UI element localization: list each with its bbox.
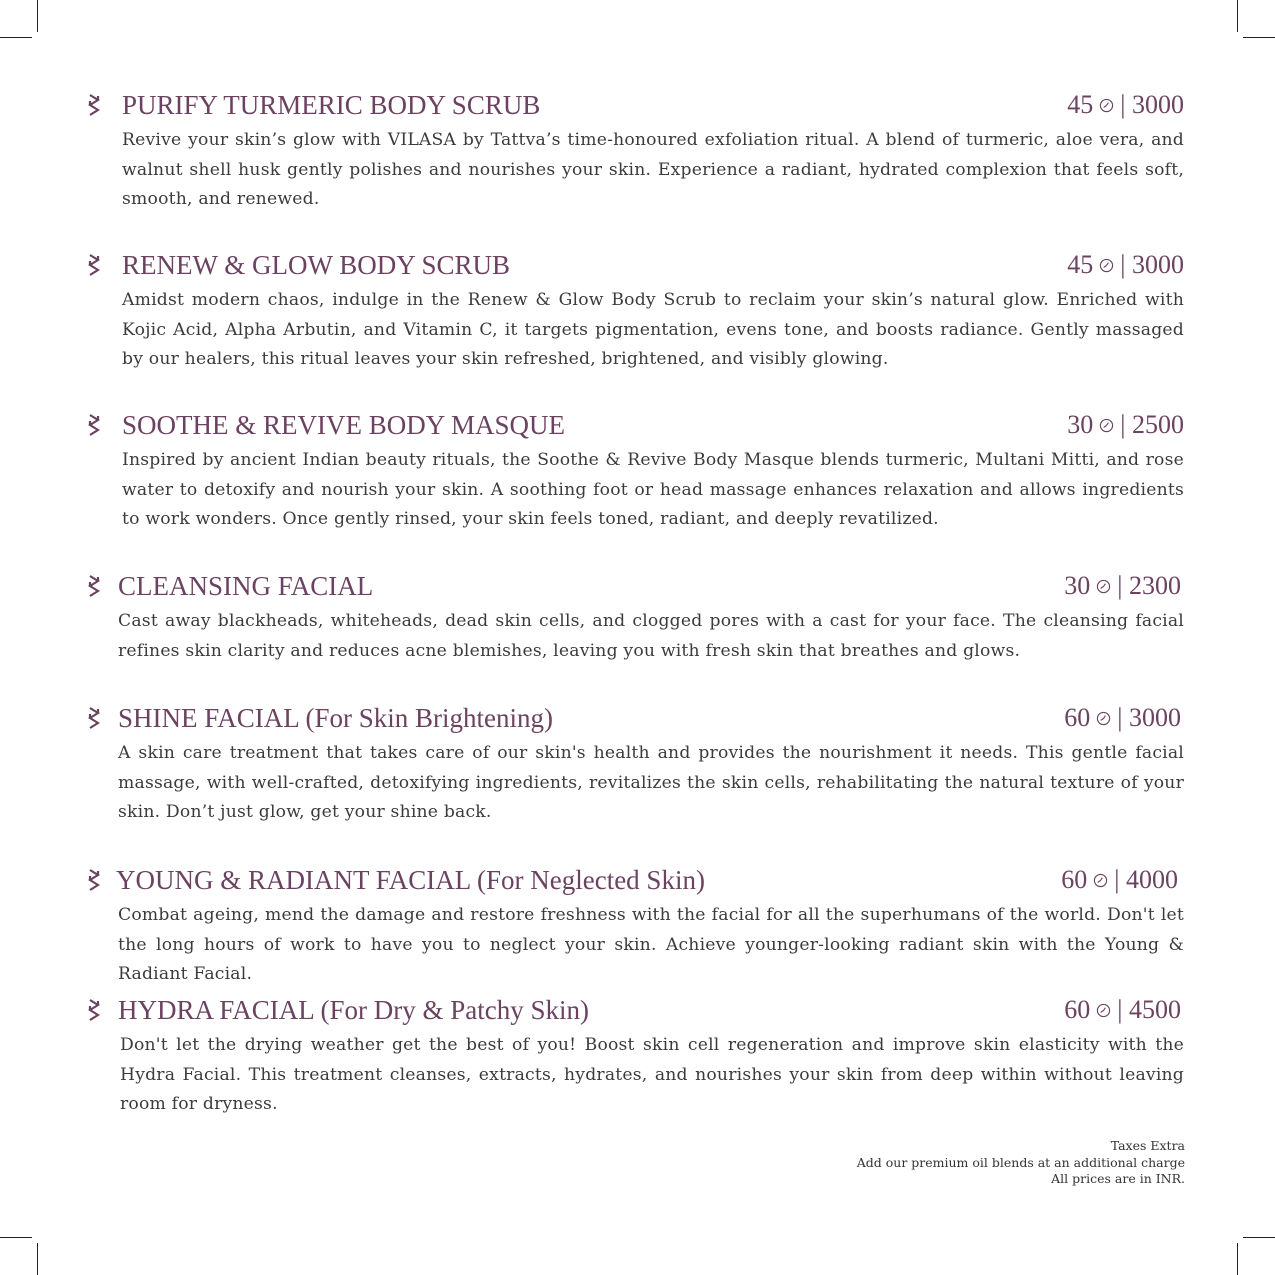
crop-mark <box>0 1237 32 1238</box>
service-price <box>1061 863 1178 897</box>
clock-icon <box>1096 579 1111 594</box>
crop-mark <box>37 1243 38 1275</box>
service-title: SHINE FACIAL (For Skin Brightening) <box>118 703 553 733</box>
service-price <box>1067 248 1184 282</box>
service-item <box>88 993 1188 1120</box>
currency-note: All prices are in INR. <box>1051 1171 1185 1186</box>
service-title: SOOTHE & REVIVE BODY MASQUE <box>122 410 565 440</box>
ornament-bullet-icon <box>88 869 100 893</box>
service-item <box>88 569 1188 666</box>
service-item <box>88 408 1188 535</box>
service-title: YOUNG & RADIANT FACIAL (For Neglected Skin) <box>116 865 705 895</box>
duration-minutes: 60 <box>1064 703 1091 732</box>
price-amount: 2300 <box>1129 571 1181 600</box>
price-separator: | <box>1117 571 1123 600</box>
service-price <box>1064 569 1181 603</box>
price-separator: | <box>1117 995 1123 1024</box>
pricing-notes <box>857 1138 1185 1188</box>
price-separator: | <box>1120 410 1126 439</box>
price-separator: | <box>1117 703 1123 732</box>
clock-icon <box>1099 98 1114 113</box>
duration-minutes: 45 <box>1067 90 1094 119</box>
crop-mark <box>1243 37 1275 38</box>
service-title: CLEANSING FACIAL <box>118 571 374 601</box>
price-amount: 4500 <box>1129 995 1181 1024</box>
service-description: Cast away blackheads, whiteheads, dead skin cells, and clogged pores with a cast for your face. The cleansing facial refines skin clarity and reduces acne blemishes, leaving you with fresh skin that breathes and glows. <box>118 611 1184 661</box>
service-item <box>88 248 1188 375</box>
price-separator: | <box>1120 90 1126 119</box>
service-item <box>88 88 1188 215</box>
service-title: RENEW & GLOW BODY SCRUB <box>122 250 511 280</box>
price-amount: 4000 <box>1126 865 1178 894</box>
ornament-bullet-icon <box>88 414 100 438</box>
ornament-bullet-icon <box>88 999 100 1023</box>
service-price <box>1064 701 1181 735</box>
service-item <box>88 701 1188 828</box>
crop-mark <box>1237 0 1238 32</box>
taxes-note: Taxes Extra <box>1110 1138 1185 1153</box>
ornament-bullet-icon <box>88 254 100 278</box>
ornament-bullet-icon <box>88 94 100 118</box>
service-item <box>88 863 1188 990</box>
price-amount: 3000 <box>1132 90 1184 119</box>
clock-icon <box>1099 258 1114 273</box>
service-description: Revive your skin’s glow with VILASA by Tattva’s time-honoured exfoliation ritual. A blend of turmeric, aloe vera, and walnut shell husk gently polishes and nourishes your skin. Experience a radiant, hydrated complexion that feels soft, smooth, and renewed. <box>122 130 1184 209</box>
price-amount: 3000 <box>1132 250 1184 279</box>
clock-icon <box>1096 1003 1111 1018</box>
crop-mark <box>0 37 32 38</box>
service-description: Combat ageing, mend the damage and restore freshness with the facial for all the superhumans of the world. Don't let the long hours of work to have you to neglect your skin. Achieve younger-looking radiant skin with the Young & Radiant Facial. <box>118 905 1184 984</box>
service-price <box>1067 88 1184 122</box>
duration-minutes: 60 <box>1061 865 1088 894</box>
service-price <box>1064 993 1181 1027</box>
ornament-bullet-icon <box>88 707 100 731</box>
price-separator: | <box>1120 250 1126 279</box>
duration-minutes: 45 <box>1067 250 1094 279</box>
clock-icon <box>1099 418 1114 433</box>
service-title: HYDRA FACIAL (For Dry & Patchy Skin) <box>118 995 589 1025</box>
service-title: PURIFY TURMERIC BODY SCRUB <box>122 90 541 120</box>
ornament-bullet-icon <box>88 575 100 599</box>
crop-mark <box>1237 1243 1238 1275</box>
duration-minutes: 60 <box>1064 995 1091 1024</box>
price-amount: 2500 <box>1132 410 1184 439</box>
price-amount: 3000 <box>1129 703 1181 732</box>
clock-icon <box>1093 873 1108 888</box>
price-separator: | <box>1114 865 1120 894</box>
crop-mark <box>37 0 38 32</box>
service-description: Inspired by ancient Indian beauty rituals, the Soothe & Revive Body Masque blends turmeric, Multani Mitti, and rose water to detoxify and nourish your skin. A soothing foot or head massage enhances relaxation and allows ingredients to work wonders. Once gently rinsed, your skin feels toned, radiant, and deeply revatilized. <box>122 450 1184 529</box>
crop-mark <box>1243 1237 1275 1238</box>
oil-blends-note: Add our premium oil blends at an additional charge <box>856 1154 1185 1170</box>
duration-minutes: 30 <box>1067 410 1094 439</box>
service-description: Don't let the drying weather get the best of you! Boost skin cell regeneration and improve skin elasticity with the Hydra Facial. This treatment cleanses, extracts, hydrates, and nourishes your skin from deep within without leaving room for dryness. <box>120 1035 1184 1114</box>
service-description: Amidst modern chaos, indulge in the Renew & Glow Body Scrub to reclaim your skin’s natural glow. Enriched with Kojic Acid, Alpha Arbutin, and Vitamin C, it targets pigmentation, evens tone, and boosts radiance. Gently massaged by our healers, this ritual leaves your skin refreshed, brightened, and visibly glowing. <box>122 290 1184 369</box>
duration-minutes: 30 <box>1064 571 1091 600</box>
clock-icon <box>1096 711 1111 726</box>
service-description: A skin care treatment that takes care of our skin's health and provides the nourishment it needs. This gentle facial massage, with well-crafted, detoxifying ingredients, revitalizes the skin cells, rehabilitating the natural texture of your skin. Don’t just glow, get your shine back. <box>118 743 1184 822</box>
service-price <box>1067 408 1184 442</box>
